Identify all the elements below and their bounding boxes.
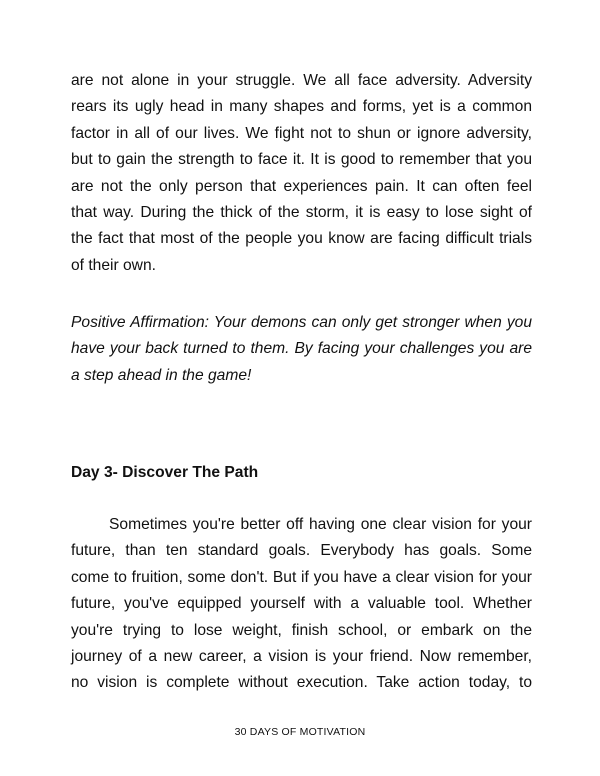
paragraph-line: journey of a new career, a vision is your friend. Now remember, [71, 648, 532, 666]
paragraph-line: factor in all of our lives. We fight not to shun or ignore adversity, [71, 124, 532, 142]
page-footer: 30 DAYS OF MOTIVATION [234, 726, 366, 738]
paragraph-line: future, you've equipped yourself with a valuable tool. Whether [71, 595, 532, 613]
affirmation-line: have your back turned to them. By facing your challenges you are [71, 340, 532, 358]
body-paragraph-vision [71, 512, 532, 697]
paragraph-line: that way. During the thick of the storm, it is easy to lose sight of [71, 204, 532, 222]
paragraph-line: come to fruition, some don't. But if you have a clear vision for your [71, 568, 532, 586]
paragraph-line: no vision is complete without execution. Take action today, to [71, 674, 532, 692]
paragraph-line: are not the only person that experiences pain. It can often feel [71, 177, 532, 195]
paragraph-line: the fact that most of the people you know are facing difficult trials [71, 230, 532, 248]
paragraph-line: rears its ugly head in many shapes and forms, yet is a common [71, 98, 532, 116]
paragraph-line: Sometimes you're better off having one clear vision for your [109, 516, 532, 533]
affirmation-line: a step ahead in the game! [71, 366, 252, 384]
body-paragraph-adversity [71, 68, 532, 279]
paragraph-line: but to gain the strength to face it. It is good to remember that you [71, 151, 532, 169]
paragraph-line: you're trying to lose weight, finish school, or embark on the [71, 621, 532, 639]
paragraph-line: future, than ten standard goals. Everybody has goals. Some [71, 542, 532, 560]
affirmation-line: Positive Affirmation: Your demons can only get stronger when you [71, 314, 532, 331]
positive-affirmation [71, 310, 532, 389]
section-heading: Day 3- Discover The Path [71, 464, 259, 481]
paragraph-line: are not alone in your struggle. We all face adversity. Adversity [71, 72, 532, 89]
paragraph-line: of their own. [71, 256, 156, 274]
